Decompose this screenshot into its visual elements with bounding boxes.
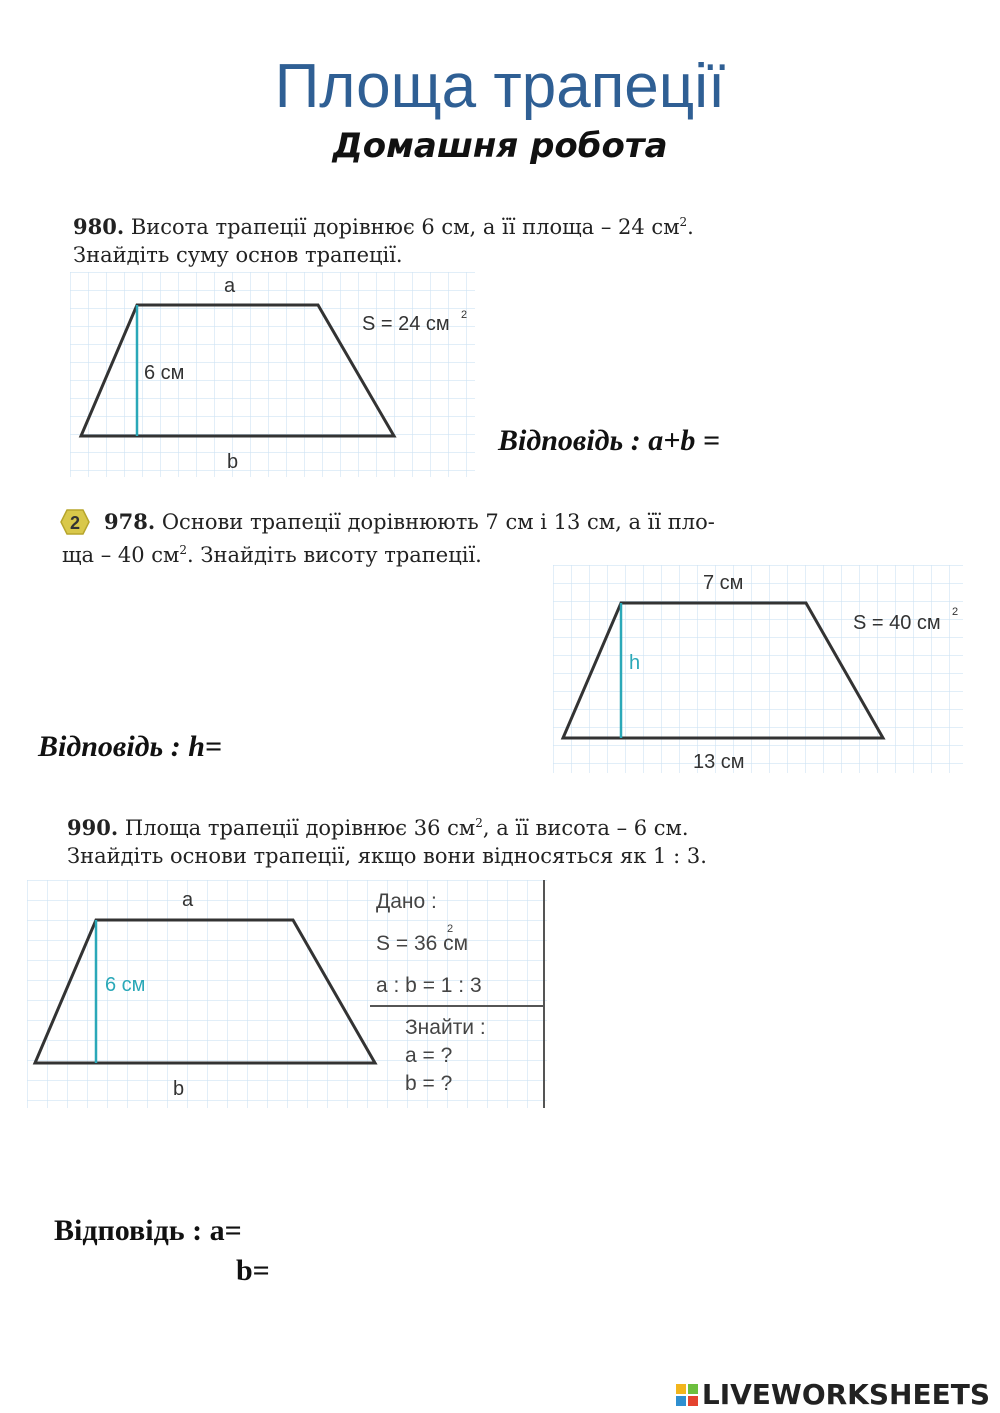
area-superscript: 2 (461, 309, 468, 321)
page-title: Площа трапеції (274, 52, 726, 121)
problem-line-end: . Знайдіть висоту трапеції. (187, 543, 482, 567)
problem-978-text (104, 508, 715, 536)
bottom-base-label: b (227, 451, 239, 473)
superscript: 2 (475, 816, 483, 830)
problem-line-end: . (687, 215, 694, 239)
answer-980: Відповідь : a+b = (498, 424, 720, 457)
problem-line: Основи трапеції дорівнюють 7 см і 13 см, а її пло- (161, 510, 715, 534)
grid-background (70, 272, 475, 477)
problem-number: 990. (67, 815, 119, 840)
logo-text: LIVEWORKSHEETS (701, 1378, 990, 1411)
height-label: 6 см (144, 362, 185, 384)
problem-line: Знайдіть основи трапеції, якщо вони відносяться як 1 : 3. (67, 844, 707, 868)
problem-990-text (67, 809, 707, 870)
find-a: a = ? (405, 1044, 453, 1067)
grid-background (553, 565, 963, 773)
problem-line: Висота трапеції дорівнює 6 см, а її площа – 24 см (130, 215, 680, 239)
top-base-label: a (182, 889, 194, 911)
superscript: 2 (679, 215, 688, 229)
badge-number: 2 (69, 513, 81, 533)
area-superscript: 2 (952, 606, 959, 618)
superscript: 2 (179, 543, 188, 557)
given-area-superscript: 2 (447, 923, 454, 935)
height-label: h (629, 652, 641, 674)
given-area: S = 36 см (376, 932, 469, 955)
problem-978-text-line2 (62, 536, 482, 569)
problem-number: 978. (104, 509, 156, 534)
difficulty-badge-icon (60, 509, 90, 535)
given-ratio: a : b = 1 : 3 (376, 974, 482, 997)
top-base-label: a (224, 275, 236, 297)
liveworksheets-logo (676, 1378, 990, 1411)
given-title: Дано : (376, 890, 437, 913)
problem-line: ща – 40 см (62, 543, 180, 567)
bottom-base-label: b (173, 1078, 185, 1100)
top-base-label: 7 см (703, 572, 744, 594)
problem-line: Площа трапеції дорівнює 36 см (124, 816, 476, 840)
page-subtitle: Домашня робота (332, 126, 668, 166)
answer-990-a: Відповідь : a= (54, 1214, 242, 1247)
logo-icon (676, 1384, 698, 1406)
problem-number: 980. (73, 214, 125, 239)
trapezoid-figure-990 (27, 880, 547, 1108)
trapezoid-figure-980 (70, 272, 475, 477)
area-label: S = 40 см (853, 612, 941, 634)
find-b: b = ? (405, 1072, 453, 1095)
problem-line-end: , а її висота – 6 см. (482, 816, 689, 840)
bottom-base-label: 13 см (693, 751, 745, 773)
trapezoid-figure-978 (553, 565, 963, 773)
find-title: Знайти : (405, 1016, 486, 1039)
answer-978: Відповідь : h= (38, 730, 223, 763)
answer-990-b: b= (236, 1254, 270, 1287)
area-label: S = 24 см (362, 313, 450, 335)
problem-line: Знайдіть суму основ трапеції. (73, 243, 403, 267)
problem-980-text (73, 208, 694, 269)
height-label: 6 см (105, 974, 146, 996)
